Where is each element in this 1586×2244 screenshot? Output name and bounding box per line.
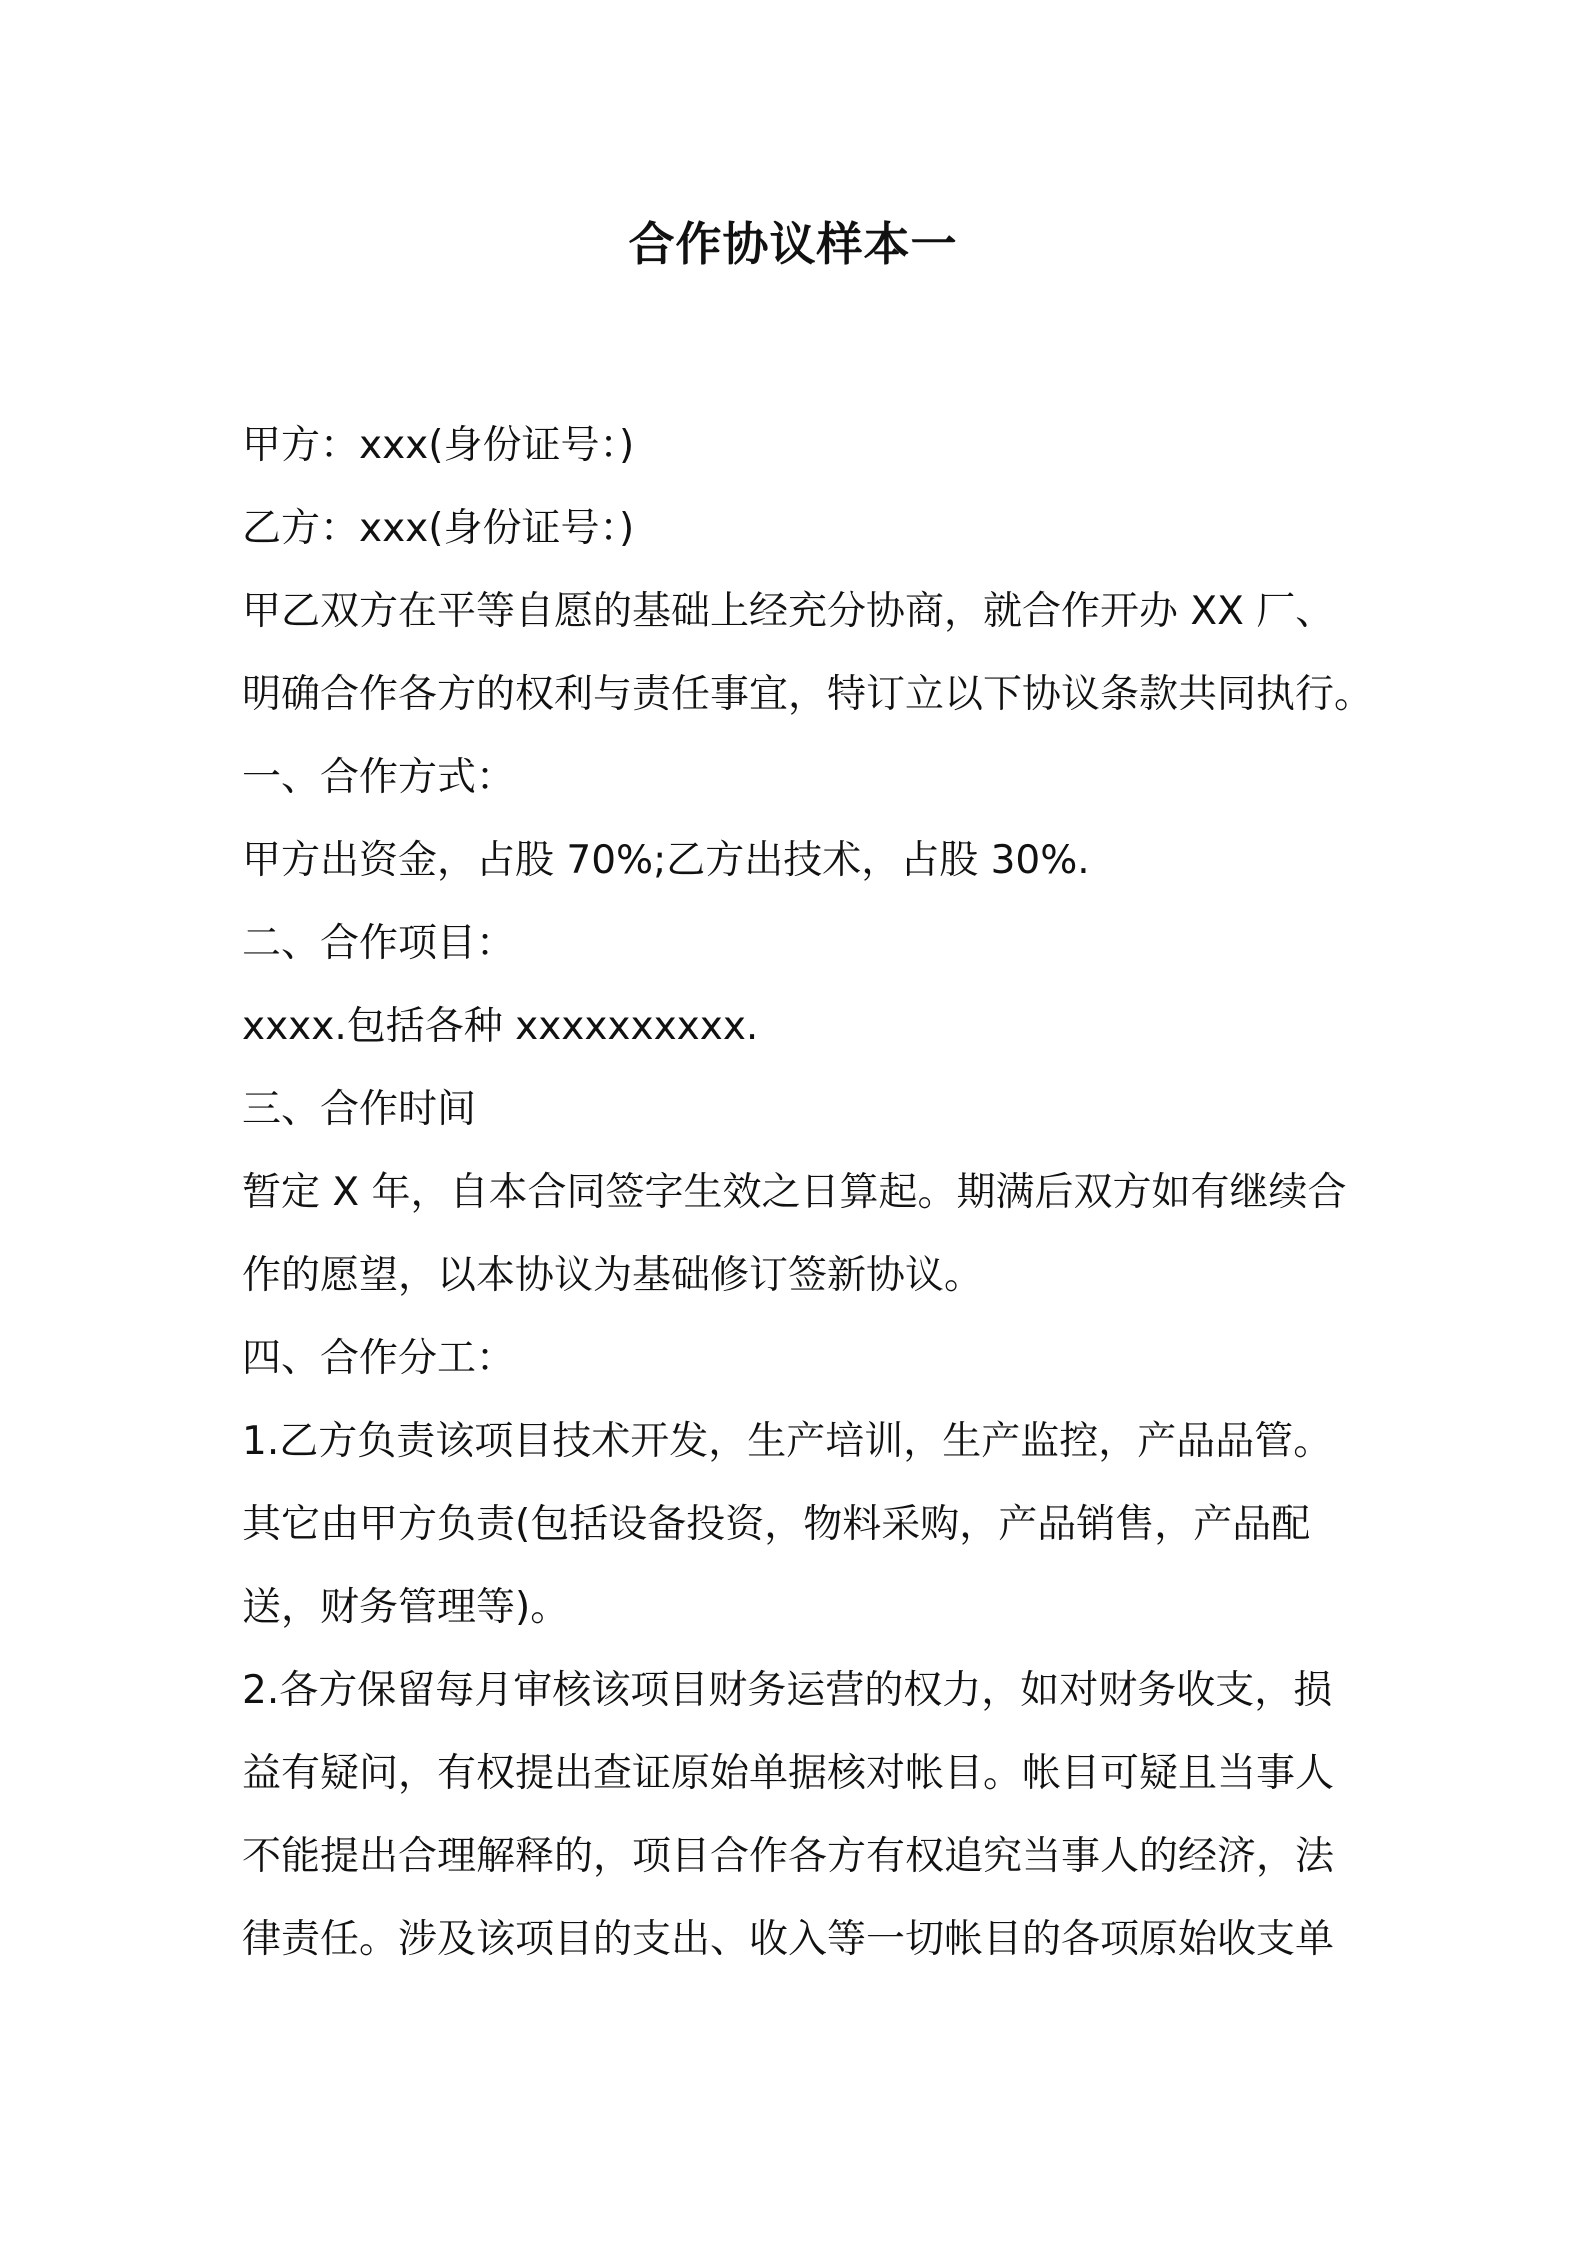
document-body (242, 404, 1374, 1981)
section-heading-division-of-work: 四、合作分工： (242, 1336, 516, 1381)
section-heading-cooperation-time: 三、合作时间 (242, 1087, 477, 1132)
division-item-2-line-2: 益有疑问，有权提出查证原始单据核对帐目。帐目可疑且当事人 (242, 1751, 1335, 1796)
division-item-2-line-1: 2.各方保留每月审核该项目财务运营的权力，如对财务收支，损 (242, 1668, 1333, 1713)
cooperation-time-text-2: 作的愿望，以本协议为基础修订签新协议。 (242, 1253, 984, 1298)
cooperation-method-text: 甲方出资金，占股 70%;乙方出技术，占股 30%. (242, 838, 1090, 883)
division-item-1-line-3: 送，财务管理等)。 (242, 1585, 570, 1630)
intro-line-2: 明确合作各方的权利与责任事宜，特订立以下协议条款共同执行。 (242, 672, 1374, 717)
division-item-1-line-1: 1.乙方负责该项目技术开发，生产培训，生产监控，产品品管。 (242, 1419, 1333, 1464)
division-item-2-line-4: 律责任。涉及该项目的支出、收入等一切帐目的各项原始收支单 (242, 1917, 1335, 1962)
division-item-2-line-3: 不能提出合理解释的，项目合作各方有权追究当事人的经济，法 (242, 1834, 1335, 1879)
document-title: 合作协议样本一 (628, 217, 958, 271)
party-b-line: 乙方：xxx(身份证号：) (242, 506, 635, 551)
cooperation-time-text-1: 暂定 X 年，自本合同签字生效之日算起。期满后双方如有继续合 (242, 1170, 1347, 1215)
intro-line-1: 甲乙双方在平等自愿的基础上经充分协商，就合作开办 XX 厂、 (242, 589, 1335, 634)
section-heading-cooperation-method: 一、合作方式： (242, 755, 516, 800)
cooperation-project-text: xxxx.包括各种 xxxxxxxxxx. (242, 1004, 759, 1049)
division-item-1-line-2: 其它由甲方负责(包括设备投资，物料采购，产品销售，产品配 (242, 1502, 1311, 1547)
party-a-line: 甲方：xxx(身份证号：) (242, 423, 635, 468)
section-heading-cooperation-project: 二、合作项目： (242, 921, 516, 966)
